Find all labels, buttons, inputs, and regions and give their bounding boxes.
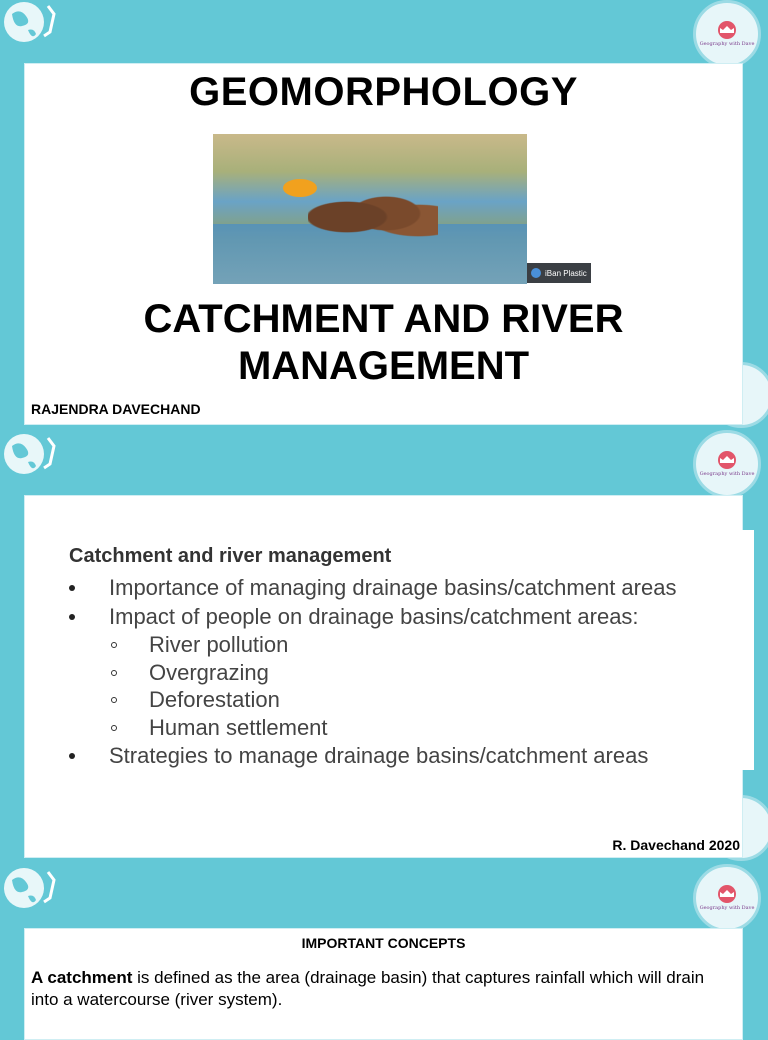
content-heading: Catchment and river management — [69, 545, 392, 567]
slide-content-panel — [24, 495, 743, 858]
concepts-panel — [24, 928, 743, 1040]
slide-footer: R. Davechand 2020 — [612, 837, 740, 853]
author-name: RAJENDRA DAVECHAND — [31, 401, 201, 417]
globe-logo-icon — [0, 432, 62, 480]
list-subitem — [65, 631, 676, 659]
list-item-text: Deforestation — [149, 687, 280, 712]
concepts-heading: IMPORTANT CONCEPTS — [301, 935, 466, 951]
image-edge — [742, 530, 754, 770]
brand-logo — [693, 864, 761, 932]
concept-definition — [31, 967, 731, 1011]
river-pollution-photo — [213, 134, 527, 284]
list-item-text: Impact of people on drainage basins/catchment areas: — [109, 604, 639, 629]
sub-bullet-icon — [111, 670, 117, 676]
logo-text: Geography with Dave — [699, 905, 755, 911]
list-subitem — [65, 686, 676, 714]
image-credit-badge — [527, 263, 591, 283]
brand-logo — [693, 430, 761, 498]
subtitle-line: MANAGEMENT — [237, 344, 530, 388]
concept-term: A catchment — [31, 968, 133, 987]
list-item-text: Strategies to manage drainage basins/catchment areas — [109, 743, 649, 768]
list-subitem — [65, 714, 676, 742]
bullet-icon — [69, 753, 75, 759]
list-item-text: Importance of managing drainage basins/catchment areas — [109, 575, 677, 600]
slide-subtitle — [25, 296, 742, 390]
photo-people — [308, 182, 438, 252]
list-item-text: Overgrazing — [149, 659, 269, 685]
list-subitem — [65, 659, 676, 687]
castle-icon — [714, 885, 740, 903]
list-item — [65, 741, 676, 770]
globe-logo-icon — [0, 0, 62, 48]
image-credit-text: iBan Plastic — [545, 268, 587, 278]
sub-bullet-icon — [111, 697, 117, 703]
list-item-text: River pollution — [149, 632, 289, 657]
globe-icon — [531, 268, 541, 278]
sub-bullet-icon — [111, 725, 117, 731]
brand-logo — [693, 0, 761, 68]
castle-icon — [714, 451, 740, 469]
bullet-icon — [69, 585, 75, 591]
logo-text: Geography with Dave — [699, 41, 755, 47]
slide-title: GEOMORPHOLOGY — [189, 70, 578, 114]
bullet-icon — [69, 614, 75, 620]
slide-title-panel — [24, 63, 743, 425]
subtitle-line: CATCHMENT AND RIVER — [143, 297, 624, 341]
logo-text: Geography with Dave — [699, 471, 755, 477]
list-item — [65, 602, 676, 631]
list-item — [65, 573, 676, 602]
content-list — [65, 573, 676, 770]
concept-text: is defined as the area (drainage basin) that captures rainfall which will drain into a watercourse (river system). — [31, 968, 705, 1009]
globe-logo-icon — [0, 866, 62, 914]
castle-icon — [714, 21, 740, 39]
list-item-text: Human settlement — [149, 714, 328, 740]
sub-bullet-icon — [111, 642, 117, 648]
